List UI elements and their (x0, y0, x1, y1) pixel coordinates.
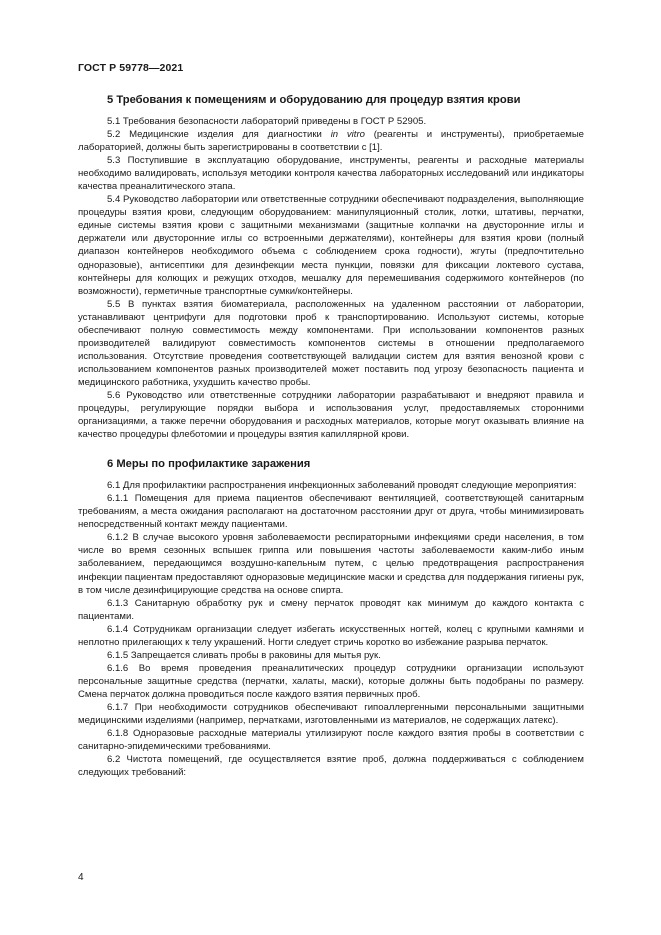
paragraph-6-1: 6.1 Для профилактики распространения инфекционных заболеваний проводят следующие мероприятия: (107, 480, 577, 492)
paragraph-6-1-3: 6.1.3 Санитарную обработку рук и смену перчаток проводят как минимум до каждого контакта с пациентами. (78, 597, 584, 622)
paragraph-5-3: 5.3 Поступившие в эксплуатацию оборудование, инструменты, реагенты и расходные материалы необходимо валидировать, используя методики контроля качества лабораторных исследований или индикаторы качества преаналитического этапа. (78, 155, 584, 193)
paragraph-6-1-6: 6.1.6 Во время проведения преаналитических процедур сотрудники организации используют персональные защитные средства (перчатки, халаты, маски), которые должны быть подобраны по размеру. Смена перчаток должна проводиться после каждого взятия первичных проб. (78, 662, 584, 700)
paragraph-5-4: 5.4 Руководство лаборатории или ответственные сотрудники обеспечивают подразделения, выполняющие процедуры взятия крови, следующим оборудованием: манипуляционный столик, лотки, штативы, перчатки, единые системы взятия крови с защитными механизмами (защитные колпачки на двусторонние иглы и держатели или двусторонние иглы со встроенными держателями), контейнеры для взятия крови (полный диапазон контейнеров необходимого объема с соблюдением срока годности), жгуты (предпочтительно одноразовые), антисептики для дезинфекции места пункции, повязки для фиксации локтевого сустава, контейнеры для колющих и режущих отходов, мешалку для перемешивания содержимого контейнеров (по возможности), герметичные транспортные сумки/контейнеры. (78, 194, 584, 297)
paragraph-6-1-5: 6.1.5 Запрещается сливать пробы в раковины для мытья рук. (107, 649, 381, 661)
paragraph-5-1: 5.1 Требования безопасности лабораторий приведены в ГОСТ Р 52905. (107, 116, 427, 127)
paragraph-6-1-4: 6.1.4 Сотрудникам организации следует избегать искусственных ногтей, колец с крупными камнями и неплотно прилегающих к телу украшений. Ногти следует стричь коротко во избежание разрыва перчаток. (78, 623, 584, 648)
paragraph-5-2-end: (реагенты и инструменты), приобретаемые лабораторией, должны быть зарегистрированы в соответствии с [1]. (78, 129, 584, 154)
paragraph-5-6: 5.6 Руководство или ответственные сотрудники лаборатории разрабатывают и внедряют правила и процедуры, регулирующие порядки выбора и использования услуг, предоставляемых сторонними организациями, а также перечни оборудования и расходных материалов, которые могут оказывать влияние на качество процедуры флеботомии и процедуры взятия капиллярной крови. (78, 389, 584, 441)
page-number: 4 (78, 872, 84, 883)
document-code: ГОСТ Р 59778—2021 (78, 62, 184, 74)
paragraph-5-2 (78, 128, 584, 154)
section-6-title: 6 Меры по профилактике заражения (107, 458, 311, 471)
paragraph-6-2: 6.2 Чистота помещений, где осуществляется взятие проб, должна поддерживаться с соблюдением следующих требований: (78, 754, 584, 779)
paragraph-6-1-2: 6.1.2 В случае высокого уровня заболеваемости респираторными инфекциями среди населения, в том числе во время сезонных вспышек гриппа или повышения частоты заболеваемости каким-либо иным заболеванием, передающимся воздушно-капельным путем, с целью предотвращения распространения инфекции пациентам предоставляют одноразовые медицинские маски и средства для поддержания гигиены рук, в том числе дезинфицирующие средства на основе спирта. (78, 532, 584, 596)
section-5-title: 5 Требования к помещениям и оборудованию для процедур взятия крови (107, 94, 521, 106)
paragraph-5-2-start: 5.2 Медицинские изделия для диагностики (107, 129, 331, 141)
paragraph-6-1-7: 6.1.7 При необходимости сотрудников обеспечивают гипоаллергенными персональными защитными медицинскими изделиями (например, перчатками, изготовленными из материалов, не содержащих латекс). (78, 701, 584, 727)
paragraph-6-1-8: 6.1.8 Одноразовые расходные материалы утилизируют после каждого взятия пробы в соответствии с санитарно-эпидемическими требованиями. (78, 728, 584, 753)
document-body (78, 93, 584, 779)
paragraph-5-5: 5.5 В пунктах взятия биоматериала, расположенных на удаленном расстоянии от лаборатории, устанавливают центрифуги для подготовки проб к транспортированию. Используют системы, которые обеспечивают полную совместимость между компонентами. При использовании компонентов разных производителей валидируют совместимость компонентов системы в отношении предполагаемого использования. Отсутствие проведения соответствующей валидации систем для взятия венозной крови с использованием компонентов разных производителей может поставить под угрозу безопасность пациента и медицинского работника, ухудшить качество пробы. (78, 298, 584, 388)
paragraph-5-2-italic: in vitro (330, 129, 365, 141)
paragraph-6-1-1: 6.1.1 Помещения для приема пациентов обеспечивают вентиляцией, соответствующей санитарным требованиям, а места ожидания располагают на достаточном расстоянии друг от друга, чтобы минимизировать непосредственный контакт между пациентами. (78, 493, 584, 531)
